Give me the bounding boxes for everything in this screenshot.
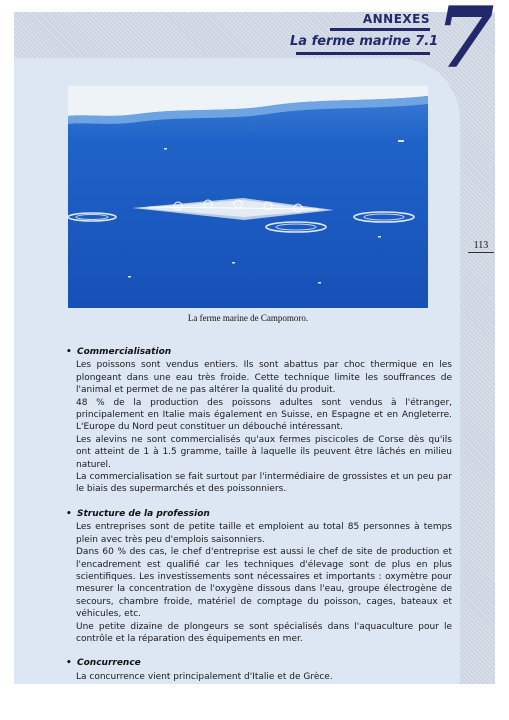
paragraph: La concurrence vient principalement d'Italie et de Grèce. [76,671,333,682]
section-title [66,508,452,520]
paragraph: La commercialisation se fait surtout par l'intermédiaire de grossistes et un peu par le biais des supermarchés et des poissonniers. [76,472,452,495]
section-title-text: Structure de la profession [77,508,210,519]
page-title-number: 7.1 [415,34,439,49]
photo-caption: La ferme marine de Campomoro. [187,313,309,323]
page-number: 113 [468,240,494,253]
paragraph: Les poissons sont vendus entiers. Ils sont abattus par choc thermique en les plongeant dans une eau très froide. Cette technique limite les souffrances de l'animal et permet de ne pas altérer la qualité du produit. [76,360,452,396]
chapter-number: 7 [436,0,495,87]
section [66,346,452,496]
section-title-text: Commercialisation [77,347,172,357]
header-rule-top [330,28,430,31]
page-title-text: La ferme marine [290,34,411,49]
bullet-icon: • [66,347,72,357]
text-content [66,346,452,695]
fish-farm-photo [68,86,428,308]
paragraph: Dans 60 % des cas, le chef d'entreprise est aussi le chef de site de production et l'encadrement est qualifié car les techniques d'élevage sont de plus en plus scientifiques. Les investissements sont nécessaires et importants : oxymètre pour mesurer la concentration de l'oxygène dissous dans l'eau, groupe électrogène de secours, chambre froide, matériel de comptage du poisson, cages, bateaux et véhicules, etc. [76,547,452,620]
section-title-text: Concurrence [77,658,141,669]
bullet-icon: • [66,658,72,669]
paragraph: Les entreprises sont de petite taille et emploient au total 85 personnes à temps plein avec très peu d'emplois saisonniers. [76,522,452,545]
aerial-sea-image [68,86,428,308]
page-title [290,34,439,49]
section [66,657,452,683]
paragraph: Les alevins ne sont commercialisés qu'aux fermes piscicoles de Corse dès qu'ils ont atteint de 1 à 1.5 gramme, taille à laquelle ils peuvent être lâchés en milieu naturel. [76,434,452,470]
paragraph: 48 % de la production des poissons adultes sont vendus à l'étranger, principalement en Italie mais également en Suisse, en Espagne et en Angleterre. L'Europe du Nord peut constituer un débouché intéressant. [76,397,452,433]
section [66,508,452,645]
header-rule-bottom [296,52,430,55]
section-title [66,346,452,358]
paragraph: Une petite dizaine de plongeurs se sont spécialisés dans l'aquaculture pour le contrôle et la réparation des équipements en mer. [76,621,452,644]
bullet-icon: • [66,508,72,519]
section-title [66,657,452,669]
section-heading: ANNEXES [362,12,430,26]
